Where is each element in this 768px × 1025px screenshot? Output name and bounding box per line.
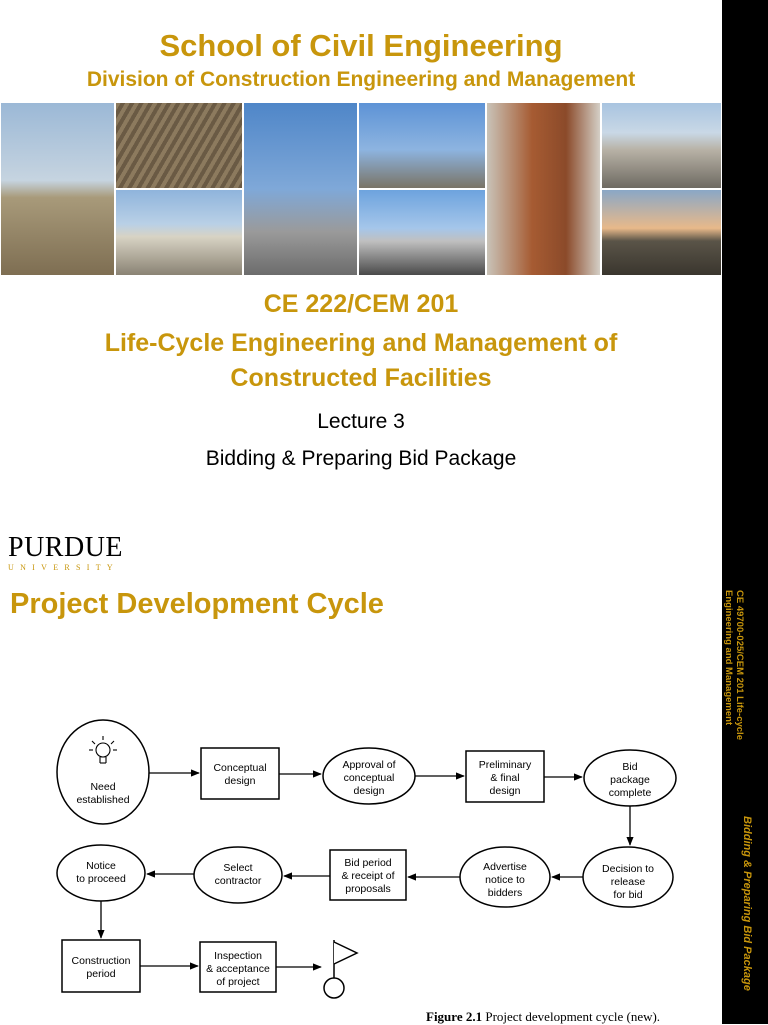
rebar-foundation-photo xyxy=(115,102,243,189)
steel-joists-photo xyxy=(358,189,486,276)
figure-caption-text: Project development cycle (new). xyxy=(482,1009,661,1024)
bid-package-label: Bid package complete xyxy=(608,761,652,799)
purdue-logo xyxy=(8,534,123,572)
course-title-line1: Life-Cycle Engineering and Management of xyxy=(104,329,618,357)
project-cycle-diagram xyxy=(40,715,730,1024)
preliminary-design-label: Preliminary & final design xyxy=(478,759,532,797)
bid-period-label: Bid period & receipt of proposals xyxy=(341,857,395,895)
building-frame-photo xyxy=(601,102,722,189)
construction-period-label: Construction period xyxy=(71,955,131,980)
figure-caption xyxy=(426,1009,660,1025)
school-heading: School of Civil Engineering xyxy=(159,28,563,63)
figure-caption-label: Figure 2.1 xyxy=(426,1009,483,1024)
notice-to-proceed-label: Notice to proceed xyxy=(76,860,126,885)
sidebar-course-line1: CE 49700-025/CEM 201 Life-cycle xyxy=(734,590,745,740)
sidebar-course-line2: Engineering and Management xyxy=(723,590,734,726)
crane-photo xyxy=(358,102,486,189)
cement-mixer-truck-photo xyxy=(115,189,243,276)
site-workers-sunset-photo xyxy=(601,189,722,276)
finish-flag-icon xyxy=(324,940,357,998)
course-code: CE 222/CEM 201 xyxy=(263,290,459,318)
purdue-logo-name: PURDUE xyxy=(8,532,124,563)
select-contractor-label: Select contractor xyxy=(214,862,262,887)
course-title-line2: Constructed Facilities xyxy=(230,364,492,392)
need-established-node xyxy=(57,720,149,824)
steel-frame-photo xyxy=(243,102,358,276)
slide-title: Project Development Cycle xyxy=(10,588,384,620)
approval-label: Approval of conceptual design xyxy=(342,759,396,797)
inspection-label: Inspection & acceptance of project xyxy=(206,950,270,988)
division-heading: Division of Construction Engineering and Management xyxy=(86,68,636,91)
purdue-logo-university: UNIVERSITY xyxy=(8,563,119,572)
decision-label: Decision to release for bid xyxy=(602,863,654,901)
conceptual-design-label: Conceptual design xyxy=(213,762,267,787)
advertise-label: Advertise notice to bidders xyxy=(483,861,527,899)
drilling-rig-photo xyxy=(0,102,115,276)
need-established-label: Need established xyxy=(76,781,130,806)
sidebar-topic-text: Bidding & Preparing Bid Package xyxy=(741,816,753,991)
lecture-number: Lecture 3 xyxy=(317,410,405,433)
construction-photo-strip xyxy=(0,102,722,276)
masonry-scaffold-photo xyxy=(486,102,601,276)
lecture-topic: Bidding & Preparing Bid Package xyxy=(205,447,517,470)
course-title xyxy=(0,326,722,396)
title-slide xyxy=(0,0,722,512)
